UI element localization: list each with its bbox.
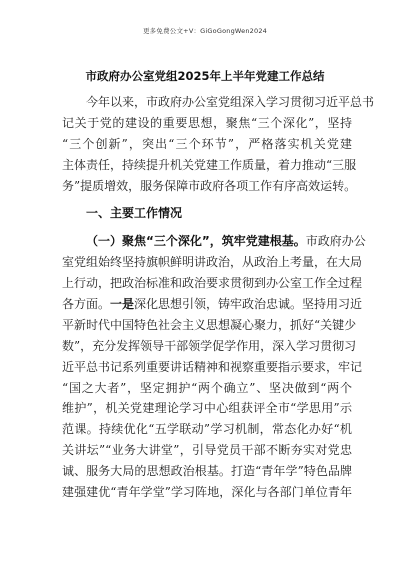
document-body	[62, 92, 375, 503]
section-heading: 一、主要工作情况	[86, 206, 183, 221]
point-line-rest: 深化思想引领，铸牢政治忠诚。坚持用习近	[134, 297, 363, 312]
header-note: 更多免费公文+V：GiGoGongWen2024	[142, 27, 267, 35]
paragraph-line: 平新时代中国特色社会主义思想凝心聚力，抓好“关键少	[62, 317, 357, 332]
intro-line: 记关于党的建设的重要思想，聚焦“三个深化”，坚持	[62, 115, 352, 130]
intro-line: “三个创新”，突出“三个环节”，严格落实机关党建	[62, 136, 352, 151]
subsection-heading: （一）聚焦“三个深化”，筑牢党建根基。	[86, 234, 306, 249]
point-first-line	[62, 294, 363, 315]
paragraph-line: 近平总书记系列重要讲话精神和视察重要指示要求，牢记	[62, 359, 363, 374]
paragraph-line: 上行动，把政治标准和政治要求贯彻到办公室工作全过程	[62, 276, 363, 291]
paragraph-line: 维护”，机关党建理论学习中心组获评全市“学思用”示	[62, 401, 352, 416]
document-title: 市政府办公室党组2025年上半年党建工作总结	[85, 69, 325, 83]
paragraph-line: 诚、服务大局的思想政治根基。打造“青年学”特色品牌	[62, 464, 352, 479]
intro-line: 务”提质增效，服务保障市政府各项工作有序高效运转。	[62, 178, 357, 193]
paragraph-line: 范课。持续优化“五学联动”学习机制，常态化办好“机	[62, 422, 352, 437]
subsection-first-line	[62, 231, 366, 252]
intro-line: 今年以来，市政府办公室党组深入学习贯彻习近平总书	[86, 95, 375, 109]
intro-line: 主体责任，持续提升机关党建工作质量，着力推动“三服	[62, 157, 357, 172]
paragraph-line: 数”，充分发挥领导干部领学促学作用，深入学习贯彻习	[62, 338, 357, 353]
paragraph-line: “国之大者”，坚定拥护“两个确立”、坚决做到“两个	[62, 380, 352, 395]
paragraph-line: 室党组始终坚持旗帜鲜明讲政治，从政治上考量，在大局	[62, 255, 363, 270]
point-label: 一是	[110, 297, 135, 312]
paragraph-line: 各方面。	[62, 297, 111, 312]
subsection-line-rest: 市政府办公	[305, 234, 366, 249]
paragraph-line: 建强建优“青年学堂”学习阵地，深化与各部门单位青年	[62, 485, 352, 500]
paragraph-line: 关讲坛”“业务大讲堂”，引导党员干部不断夯实对党忠	[62, 443, 352, 458]
